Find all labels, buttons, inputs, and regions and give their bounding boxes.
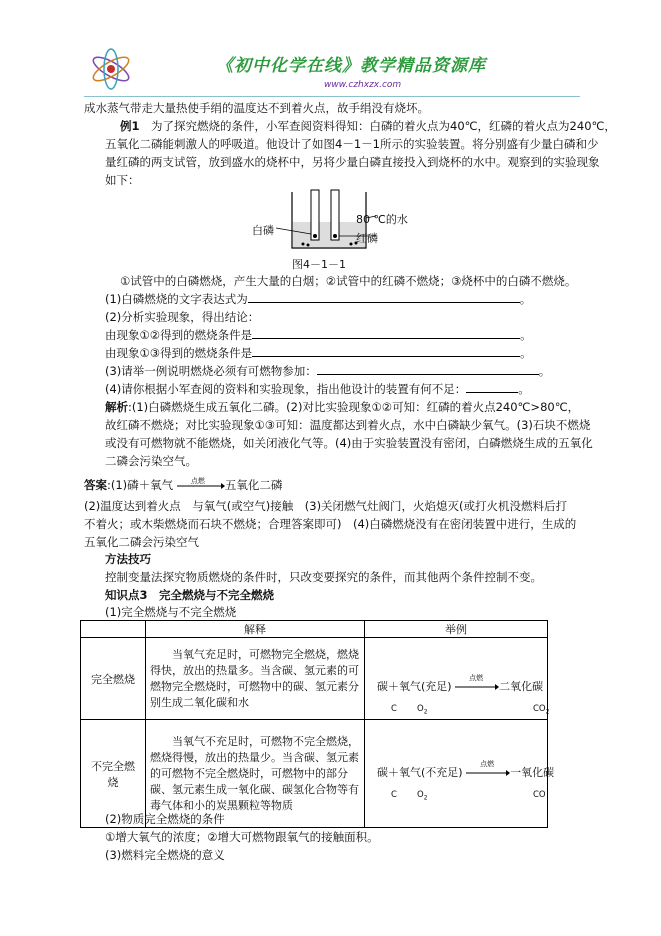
row-explanation: 当氧气充足时，可燃物完全燃烧，燃烧得快，放出的热量多。当含碳、氢元素的可燃物完全燃烧时，可燃物中的碳、氢元素分别生成二氧化碳和水 xyxy=(146,638,365,720)
analysis-line-2: 故红磷不燃烧；对比实验现象①③可知：温度都达到着火点，水中白磷缺少氧气。(3)石块不燃烧 xyxy=(105,418,591,432)
question-2a: 由现象①②得到的燃烧条件是 。 xyxy=(105,328,532,342)
label-white-phosphorus: 白磷 xyxy=(252,224,274,237)
example-text-1: 为了探究燃烧的条件，小军查阅资料得知：白磷的着火点为40℃，红磷的着火点为240℃， xyxy=(151,119,616,133)
example-line-1 xyxy=(120,117,616,135)
analysis-label: 解析 xyxy=(105,400,128,414)
intro-text: 成水蒸气带走大量热使手绢的温度达不到着火点，故手绢没有烧坏。 xyxy=(84,101,429,115)
header-rule xyxy=(84,96,580,97)
equation: 碳＋氧气(不充足) 点燃 一氧化碳 xyxy=(377,760,555,779)
example-line-2: 五氧化二磷能刺激人的呼吸道。他设计了如图4－1－1所示的实验装置。将分别盛有少量白磷和少 xyxy=(105,137,599,151)
subheading-2-text: ①增大氧气的浓度；②增大可燃物跟氧气的接触面积。 xyxy=(105,830,379,844)
question-4: (4)请你根据小军查阅的资料和实验现象，指出他设计的装置有何不足： 。 xyxy=(105,382,530,396)
answer-line-2: (2)温度达到着火点 与氧气(或空气)接触 (3)关闭燃气灶阀门，火焰熄灭(或打火机没燃料后打 xyxy=(84,499,568,513)
analysis-line-1: 解析:(1)白磷燃烧生成五氧化二磷。(2)对比实验现象①②可知：红磷的着火点240℃>80℃， xyxy=(105,400,580,414)
answer-line-3: 不着火；或木柴燃烧而石块不燃烧；合理答案即可) (4)白磷燃烧没有在密闭装置中进行，生成的 xyxy=(84,517,577,531)
combustion-table xyxy=(80,620,555,828)
reaction-arrow: 点燃 xyxy=(177,480,225,492)
banner-url: www.czhxzx.com xyxy=(324,80,402,90)
subheading-3: (3)燃料完全燃烧的意义 xyxy=(105,848,225,862)
label-red-phosphorus: 红磷 xyxy=(356,232,378,245)
answer-line-4: 五氧化二磷会污染空气 xyxy=(84,535,199,549)
method-title: 方法技巧 xyxy=(105,552,151,566)
table-row xyxy=(81,638,548,720)
row-label: 不完全燃烧 xyxy=(81,720,146,828)
row-example xyxy=(365,720,555,828)
example-label: 例1 xyxy=(120,119,140,133)
banner-title: 《初中化学在线》教学精品资源库 xyxy=(216,56,486,76)
row-example xyxy=(365,638,548,720)
symbol-o2: $O_2$ xyxy=(417,790,428,802)
symbol-o2: $O_2$ xyxy=(417,704,428,716)
subheading-1: (1)完全燃烧与不完全燃烧 xyxy=(105,605,237,619)
question-1: (1)白磷燃烧的文字表达式为 。 xyxy=(105,292,532,306)
question-2b: 由现象①③得到的燃烧条件是 。 xyxy=(105,346,532,360)
answer-label: 答案 xyxy=(84,478,107,492)
symbol-c: C xyxy=(391,790,397,800)
analysis-line-3: 或没有可燃物就不能燃烧，如关闭液化气等。(4)由于实验装置没有密闭，白磷燃烧生成的五氧化 xyxy=(105,436,593,450)
analysis-line-4: 二磷会污染空气。 xyxy=(105,454,197,468)
header-banner xyxy=(84,38,580,98)
table-header-row xyxy=(81,621,548,638)
question-2: (2)分析实验现象，得出结论： xyxy=(105,310,260,324)
table-header-explanation: 解释 xyxy=(146,621,365,638)
label-water: 80 ℃的水 xyxy=(356,213,408,226)
row-explanation: 当氧气不充足时，可燃物不完全燃烧，燃烧得慢，放出的热量少。当含碳、氢元素的可燃物不完全燃烧时，可燃物中的部分碳、氢元素生成一氧化碳、碳氢化合物等有毒气体和小的炭黑颗粒等物质 xyxy=(146,720,365,828)
row-label: 完全燃烧 xyxy=(81,638,146,720)
knowledge-point-title: 知识点3 完全燃烧与不完全燃烧 xyxy=(105,588,275,602)
symbol-product: CO xyxy=(533,790,546,800)
method-text: 控制变量法探究物质燃烧的条件时，只改变要探究的条件，而其他两个条件控制不变。 xyxy=(105,570,542,584)
answer-line-1: 答案:(1)磷＋氧气 点燃 五氧化二磷 xyxy=(84,476,283,492)
table-header-example: 举例 xyxy=(365,621,548,638)
table-header-blank xyxy=(81,621,146,638)
equation: 碳＋氧气(充足) 点燃 二氧化碳 xyxy=(377,674,544,693)
symbol-c: C xyxy=(391,704,397,714)
figure-caption: 图4－1－1 xyxy=(292,258,346,271)
subheading-2: (2)物质完全燃烧的条件 xyxy=(105,812,225,826)
question-3: (3)请举一例说明燃烧必须有可燃物参加： 。 xyxy=(105,364,551,378)
atom-logo xyxy=(88,46,134,92)
example-line-3: 量红磷的两支试管，放到盛水的烧杯中，另将少量白磷直接投入到烧杯的水中。观察到的实验现象 xyxy=(105,155,600,169)
symbol-product: $CO_2$ xyxy=(533,704,550,716)
example-line-4: 如下： xyxy=(105,173,140,187)
observation-text: ①试管中的白磷燃烧，产生大量的白烟；②试管中的红磷不燃烧；③烧杯中的白磷不燃烧。 xyxy=(120,274,577,288)
